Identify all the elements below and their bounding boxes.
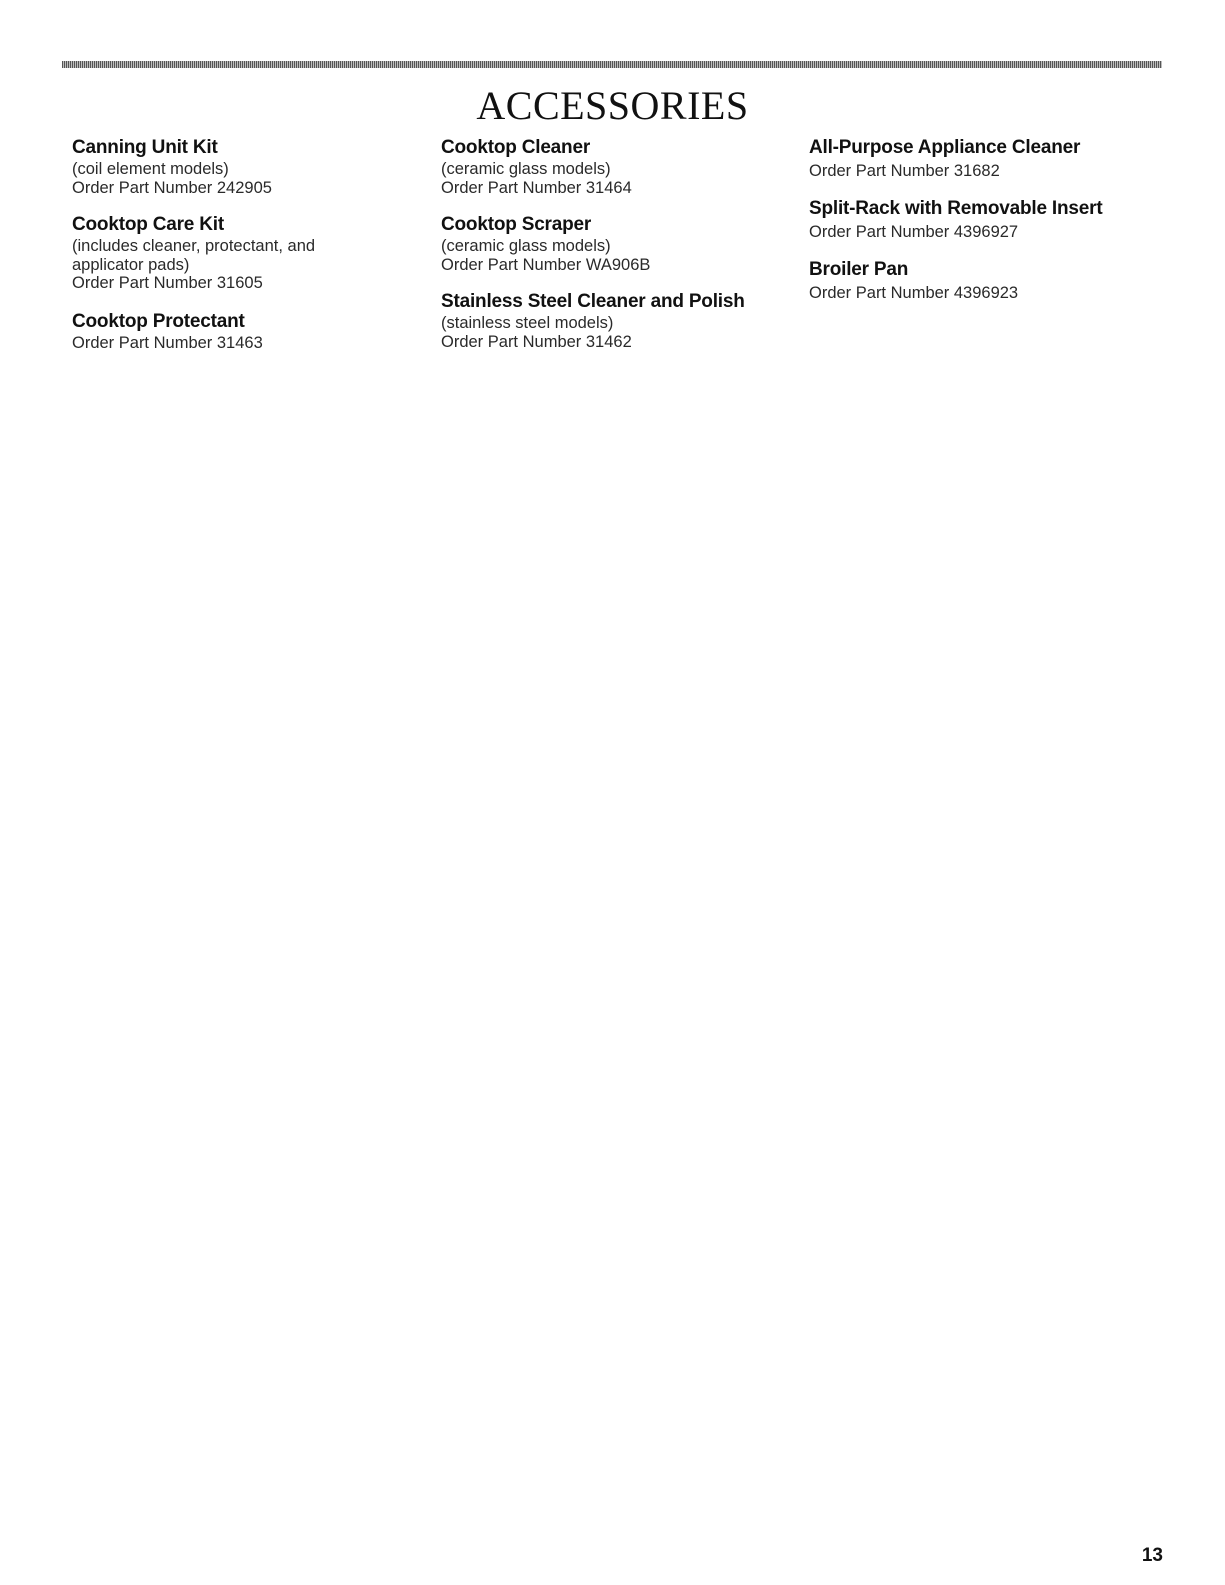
accessory-detail: (stainless steel models) <box>441 314 614 332</box>
page-number: 13 <box>1141 1545 1163 1566</box>
accessory-item <box>809 258 1189 303</box>
accessory-detail: (ceramic glass models) <box>441 160 611 178</box>
accessory-item <box>809 197 1189 242</box>
accessory-part-number: Order Part Number 31682 <box>809 162 1000 180</box>
accessory-detail: (ceramic glass models) <box>441 237 611 255</box>
accessory-title: Canning Unit Kit <box>72 137 218 158</box>
accessory-item <box>441 213 791 274</box>
accessories-column-3 <box>809 136 1189 321</box>
accessory-detail: (coil element models) <box>72 160 229 178</box>
accessory-item <box>809 136 1189 181</box>
accessory-part-number: Order Part Number 31462 <box>441 332 632 351</box>
accessory-item <box>72 213 422 293</box>
accessory-detail: applicator pads) <box>72 255 190 274</box>
accessory-detail: (includes cleaner, protectant, and <box>72 237 316 255</box>
accessory-part-number: Order Part Number WA906B <box>441 255 651 274</box>
accessories-column-1 <box>72 136 422 370</box>
accessory-part-number: Order Part Number 31463 <box>72 333 263 352</box>
accessory-title: Cooktop Scraper <box>441 214 592 235</box>
accessory-item <box>441 290 791 351</box>
accessory-part-number: Order Part Number 4396923 <box>809 284 1019 302</box>
accessory-part-number: Order Part Number 4396927 <box>809 222 1019 241</box>
top-divider-rule <box>62 61 1162 68</box>
accessory-item <box>72 310 422 353</box>
accessories-column-2 <box>441 136 791 369</box>
accessory-title: Stainless Steel Cleaner and Polish <box>441 291 745 312</box>
accessory-title: All-Purpose Appliance Cleaner <box>809 137 1081 158</box>
accessory-part-number: Order Part Number 31464 <box>441 178 632 197</box>
accessory-title: Cooktop Care Kit <box>72 214 224 235</box>
accessory-title: Broiler Pan <box>809 259 909 280</box>
page-title: ACCESSORIES <box>476 83 749 128</box>
accessory-part-number: Order Part Number 242905 <box>72 178 272 197</box>
accessory-item <box>72 136 422 197</box>
accessory-title: Cooktop Cleaner <box>441 137 591 158</box>
accessory-item <box>441 136 791 197</box>
accessory-title: Cooktop Protectant <box>72 310 245 332</box>
accessory-title: Split-Rack with Removable Insert <box>809 197 1103 219</box>
accessory-part-number: Order Part Number 31605 <box>72 274 263 292</box>
